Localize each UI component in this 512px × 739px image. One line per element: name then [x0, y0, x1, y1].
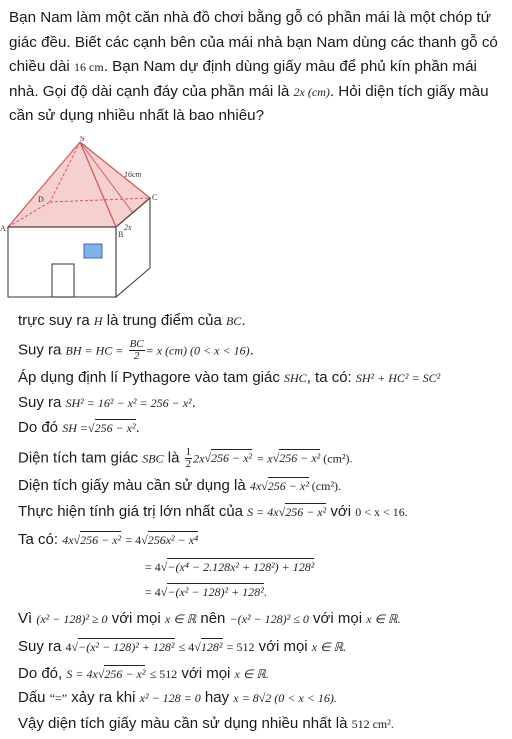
label-S: S	[80, 136, 85, 143]
solution-line-8: Thực hiện tính giá trị lớn nhất của S = 4x√ 256 − x² với 0 < x < 16.	[18, 502, 408, 522]
solution-line-10: = 4√ −(x⁴ − 2.128x² + 128²) + 128²	[145, 557, 314, 577]
label-A: A	[0, 224, 6, 233]
solution-line-6: Diện tích tam giác SBC là $\frac{1}{2}$ 2x√ 256 − x² = x√ 256 − x² (cm²).	[18, 447, 353, 470]
label-C: C	[152, 193, 158, 202]
solution-line-5: Do đó SH =√ 256 − x².	[18, 418, 140, 438]
solution-line-12: Vì (x² − 128)² ≥ 0 với mọi x ∈ ℝ nên −(x² − 128)² ≤ 0 với mọi x ∈ ℝ.	[18, 610, 401, 627]
solution-line-13: Suy ra 4√ −(x² − 128)² + 128² ≤ 4√ 128² = 512 với mọi x ∈ ℝ.	[18, 637, 346, 657]
solution-line-3: Áp dụng định lí Pythagore vào tam giác SHC, ta có: SH² + HC² = SC²	[18, 369, 441, 386]
house-diagram	[0, 136, 170, 301]
solution-line-4: Suy ra SH² = 16² − x² = 256 − x².	[18, 394, 196, 411]
label-B: B	[118, 230, 124, 239]
label-16cm: 16cm	[124, 170, 142, 179]
door	[52, 264, 74, 297]
solution-line-2: Suy ra BH = HC = $\frac{BC}{2}$ = x (cm) (0 < x < 16).	[18, 338, 254, 362]
solution-line-7: Diện tích giấy màu cần sử dụng là 4x√ 256 − x² (cm²).	[18, 476, 341, 496]
window	[84, 244, 102, 258]
solution-line-14: Do đó, S = 4x√ 256 − x² ≤ 512 với mọi x ∈ ℝ.	[18, 664, 269, 684]
problem-statement: Bạn Nam làm một căn nhà đồ chơi bằng gỗ có phần mái là một chóp tứ giác đều. Biết các cạnh bên của mái nhà bạn Nam dùng các thanh gỗ có chiều dài 16 cm. Bạn Nam dự định dùng giấy màu để phủ kín phần mái nhà. Gọi độ dài cạnh đáy của phần mái là 2x (cm). Hỏi diện tích giấy màu cần sử dụng nhiều nhất là bao nhiêu?	[9, 9, 498, 125]
solution-line-1: trực suy ra H là trung điểm của BC.	[18, 312, 246, 329]
solution-line-9: Ta có: 4x√ 256 − x² = 4√ 256x² − x⁴	[18, 530, 198, 550]
solution-line-16: Vậy diện tích giấy màu cần sử dụng nhiều nhất là 512 cm².	[18, 715, 394, 732]
solution-line-15: Dấu “=” xảy ra khi x² − 128 = 0 hay x = 8√2 (0 < x < 16).	[18, 689, 337, 706]
label-D: D	[38, 195, 44, 204]
label-2x: 2x	[124, 223, 132, 232]
solution-line-11: = 4√ −(x² − 128)² + 128².	[145, 582, 267, 602]
house-front-wall	[8, 227, 116, 297]
